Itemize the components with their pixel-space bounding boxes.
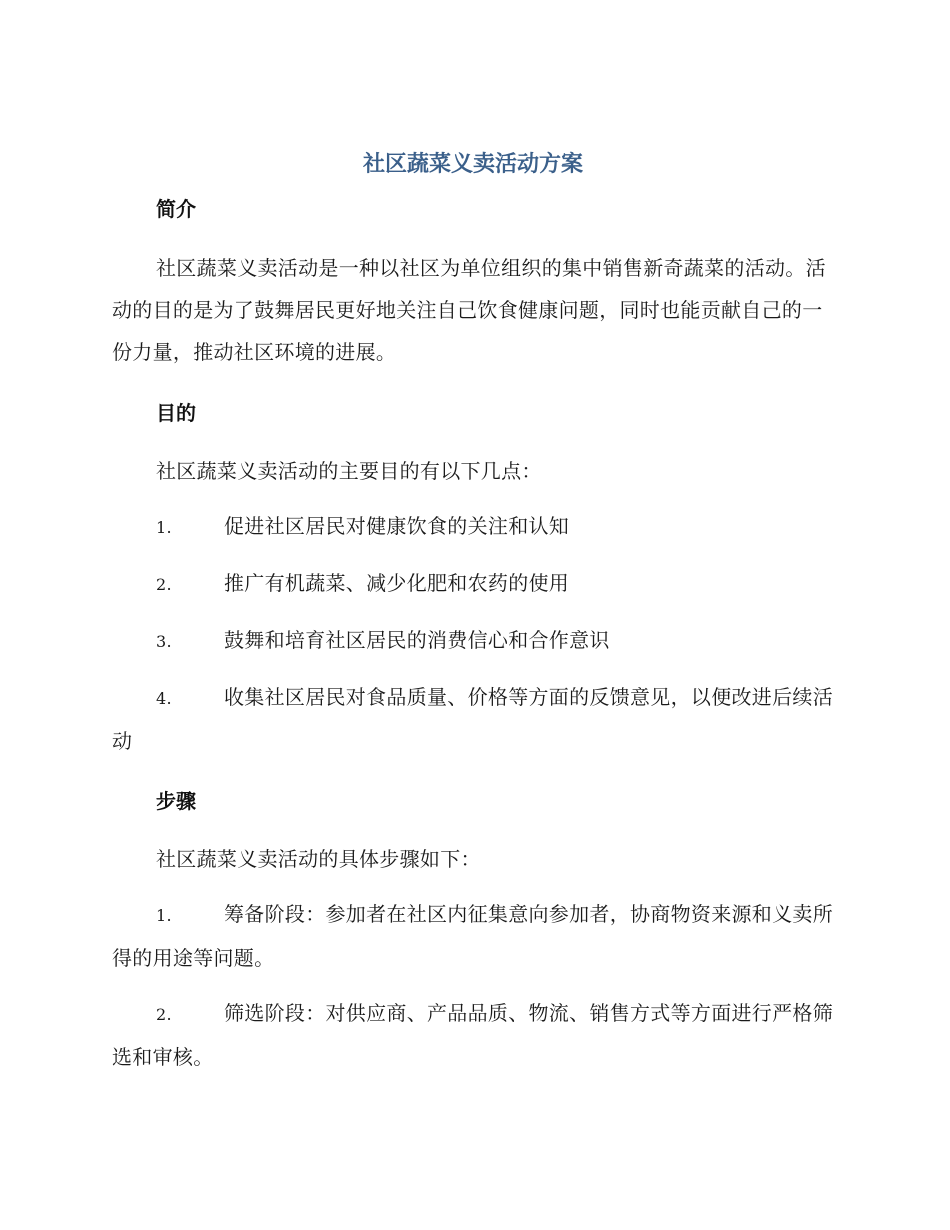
list-number: 3.	[156, 632, 172, 651]
section-heading-purpose: 目的	[156, 401, 196, 425]
purpose-list-item	[112, 676, 834, 762]
steps-list-item	[112, 893, 834, 979]
list-item-text: 筛选阶段：对供应商、产品品质、物流、销售方式等方面进行严格筛选和审核。	[112, 1001, 833, 1069]
list-item-text: 促进社区居民对健康饮食的关注和认知	[224, 514, 570, 538]
purpose-lead: 社区蔬菜义卖活动的主要目的有以下几点：	[156, 459, 542, 483]
section-heading-intro: 简介	[156, 197, 196, 221]
list-number: 1.	[156, 906, 172, 925]
steps-lead: 社区蔬菜义卖活动的具体步骤如下：	[156, 847, 481, 871]
list-item-text: 筹备阶段：参加者在社区内征集意向参加者，协商物资来源和义卖所得的用途等问题。	[112, 902, 833, 970]
purpose-list-item	[112, 562, 834, 606]
purpose-list-item	[112, 619, 834, 663]
list-item-text: 鼓舞和培育社区居民的消费信心和合作意识	[224, 628, 610, 652]
purpose-list-item	[112, 505, 834, 549]
section-heading-steps: 步骤	[156, 789, 196, 813]
list-item-text: 收集社区居民对食品质量、价格等方面的反馈意见，以便改进后续活动	[112, 685, 833, 753]
list-item-text: 推广有机蔬菜、减少化肥和农药的使用	[224, 571, 570, 595]
intro-paragraph: 社区蔬菜义卖活动是一种以社区为单位组织的集中销售新奇蔬菜的活动。活动的目的是为了鼓舞居民更好地关注自己饮食健康问题，同时也能贡献自己的一份力量，推动社区环境的进展。	[112, 256, 826, 364]
list-number: 2.	[156, 1005, 172, 1024]
list-number: 2.	[156, 575, 172, 594]
document-title: 社区蔬菜义卖活动方案	[362, 152, 583, 177]
list-number: 4.	[156, 689, 172, 708]
document-content	[112, 148, 834, 1078]
list-number: 1.	[156, 518, 172, 537]
steps-list-item	[112, 992, 834, 1078]
